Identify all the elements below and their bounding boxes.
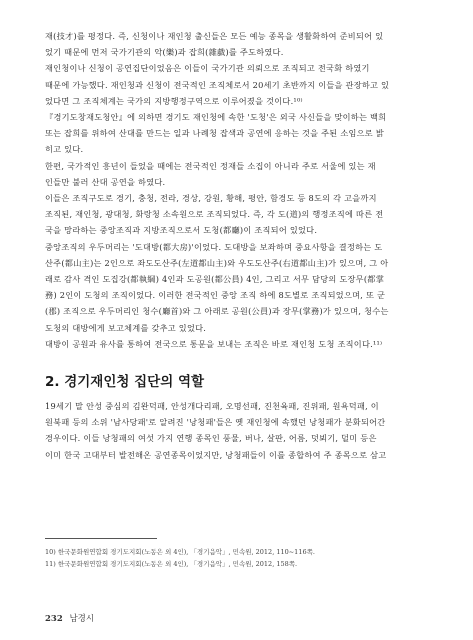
page-footer	[45, 612, 94, 624]
text-line: 중앙조직의 우두머리는 '도대방(都大房)'이었다. 도대방을 보좌하며 중요사항을 결정하는 도	[45, 241, 383, 252]
text-line: 었다면 그 조직체계는 국가의 지방행정구역으로 이루어졌을 것이다.¹⁰⁾	[45, 95, 303, 106]
section-body-text	[45, 398, 425, 463]
page-number: 232	[45, 614, 63, 624]
text-line: 도청의 대방에게 보고체계를 갖추고 있었다.	[45, 322, 207, 333]
text-line: 대방이 공원과 유사를 통하여 전국으로 통문을 보내는 조직은 바로 재인청 도청 조직이다.¹¹⁾	[45, 338, 383, 349]
text-line: 히고 있다.	[45, 144, 84, 155]
footnote-divider	[45, 538, 157, 539]
text-line: 재(技才)를 평정다. 즉, 신청이나 재인청 출신들은 모든 예능 종목을 생활화하여 준비되어 있	[45, 31, 384, 41]
text-line: 산주(都山主)는 2인으로 좌도도산주(左道都山主)와 우도도산주(右道都山主)가 있으며, 그 아	[45, 257, 389, 268]
text-line: 務) 2인이 도청의 조직이었다. 이러한 전국적인 중앙 조직 하에 8도별로 조직되었으며, 또 군	[45, 290, 386, 301]
body-text	[45, 28, 425, 352]
text-line: 원북패 등의 소위 '남사당패'로 알려진 '낭청패'들은 옛 재인청에 속했던 낭청패가 분화되어간	[45, 417, 386, 428]
text-line: 한편, 국가적인 흥년이 들었을 때에는 전국적인 정재들 소집이 아니라 주로 서울에 있는 재	[45, 160, 376, 171]
text-line: 조직된, 재인청, 광대청, 화랑청 소속원으로 조직되었다. 즉, 각 도(道)의 행정조직에 따른 전	[45, 209, 384, 220]
page-content	[45, 28, 425, 463]
text-line: 었기 때문에 먼저 국가기관의 악(樂)과 잡희(雜戱)를 주도하였다.	[45, 47, 284, 58]
text-line: (郡) 조직으로 우두머리인 청수(廳首)와 그 아래로 공원(公員)과 장무(掌務)가 있으며, 청수는	[45, 306, 389, 317]
text-line: 이들은 조직구도로 경기, 충청, 전라, 경상, 강원, 황해, 평안, 함경도 등 8도의 각 고을까지	[45, 193, 377, 204]
text-line: 때문에 가능했다. 재인청과 신청이 전국적인 조직체로서 20세기 초반까지 이들을 관장하고 있	[45, 79, 390, 90]
footnote-line: 11) 한국문화원연합회 경기도지회(노동은 외 4인), 「경기음악」, 민속원, 2012, 158쪽.	[45, 560, 298, 568]
footnote-line: 10) 한국문화원연합회 경기도지회(노동은 외 4인), 「경기음악」, 민속원, 2012, 110~116쪽.	[45, 548, 315, 556]
text-line: 19세기 말 안성 중심의 김완덕패, 안성개다리패, 오명선패, 진천육패, 진위패, 원욕덕패, 이	[45, 401, 379, 412]
text-line: 경우이다. 이들 낭청패의 여섯 가지 연행 종목인 풍물, 버나, 살판, 어름, 덧뵈기, 덜미 등은	[45, 433, 377, 444]
text-line: 인들만 불러 산대 공연을 하였다.	[45, 176, 166, 187]
text-line: 또는 잡희를 위하여 산대를 만드는 일과 나례청 잡색과 공연에 응하는 것을 주된 소임으로 밝	[45, 128, 384, 139]
text-line: 이미 한국 고대부터 발전해온 공연종목이었지만, 낭청패들이 이를 종합하여 주 종목으로 삼고	[45, 449, 387, 460]
text-line: 『경기도창재도청안』에 의하면 경기도 재인청에 속한 '도청'은 외국 사신들을 맞이하는 백희	[45, 112, 387, 123]
text-line: 래로 감사 격인 도집강(都執綱) 4인과 도공원(都公員) 4인, 그리고 서무 담당의 도장무(都掌	[45, 274, 385, 285]
section-heading: 2. 경기재인청 집단의 역할	[45, 374, 205, 391]
running-title: 남경시	[69, 614, 95, 624]
text-line: 국을 망라하는 중앙조직과 지방조직으로서 도청(都廳)이 조직되어 있었다.	[45, 225, 318, 236]
footnotes	[45, 546, 425, 570]
text-line: 재인청이나 신청이 공연집단이었음은 이들이 국가기관 의뢰으로 조직되고 전국화 하였기	[45, 63, 370, 74]
